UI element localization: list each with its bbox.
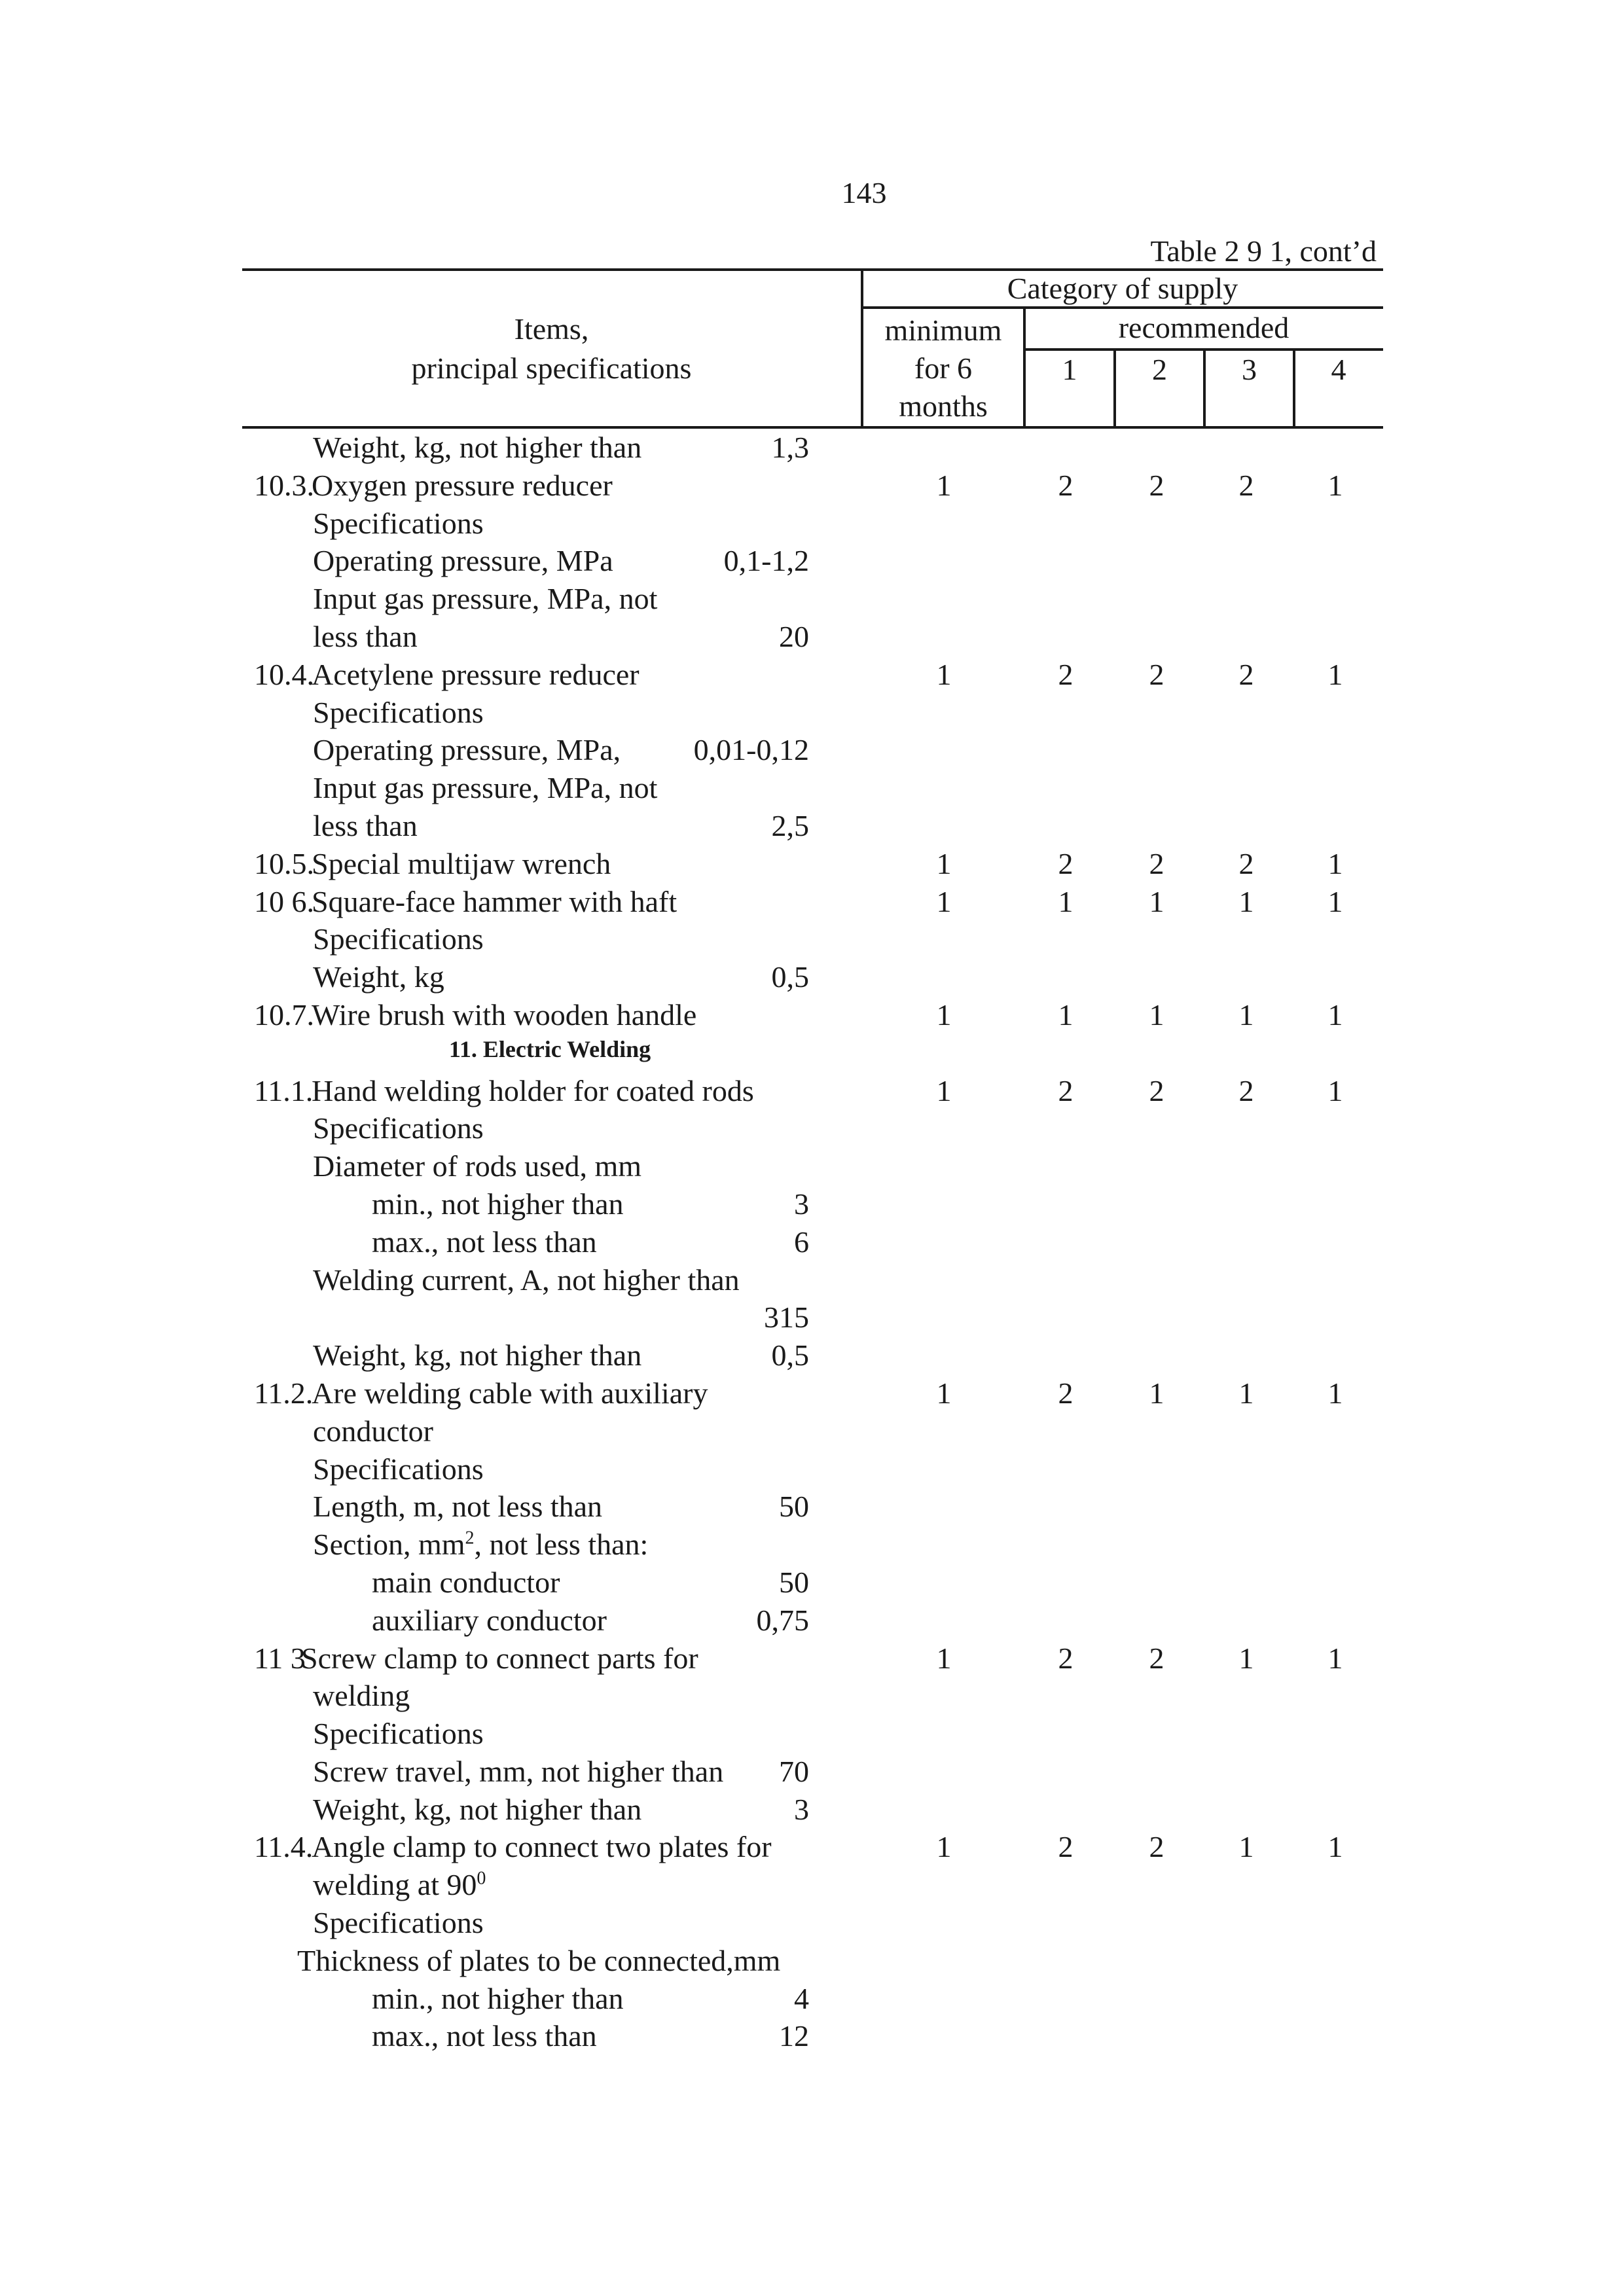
recommended-2-value: 2 — [1149, 1830, 1164, 1864]
minimum-header-line2: for 6 — [914, 351, 973, 385]
label-text: Screw travel, mm, not higher than — [313, 1754, 724, 1788]
table-row — [0, 1033, 1624, 1071]
label-text: Acetylene pressure reducer — [312, 657, 640, 691]
label-text: Weight, kg — [313, 960, 444, 994]
recommended-1-value: 2 — [1058, 1830, 1074, 1864]
table-row — [0, 1071, 1624, 1109]
item-name — [312, 1376, 708, 1410]
label-text: min., not higher than — [372, 1981, 624, 2015]
label-text: less than — [313, 808, 418, 842]
specification-value: 1,3 — [771, 431, 809, 464]
recommended-header: recommended — [1118, 311, 1290, 344]
item-name — [312, 1829, 772, 1864]
table-row — [0, 1865, 1624, 1903]
recommended-2-value: 1 — [1149, 997, 1164, 1031]
recommended-2-value: 2 — [1149, 1073, 1164, 1107]
recommended-1-value: 2 — [1058, 1641, 1074, 1675]
specification-value: 3 — [794, 1187, 809, 1221]
recommended-4-value: 1 — [1327, 1376, 1343, 1410]
recommended-3-value: 1 — [1238, 997, 1254, 1031]
table-row — [0, 768, 1624, 806]
table-row — [0, 1184, 1624, 1222]
page-number: 143 — [841, 176, 887, 209]
label-text: Are welding cable with auxiliary — [312, 1376, 708, 1410]
label-text: Diameter of rods used, mm — [313, 1149, 642, 1183]
recommended-2-value: 2 — [1149, 1641, 1164, 1675]
item-number: 11.1. — [254, 1073, 314, 1107]
specification-value: 0,75 — [756, 1603, 809, 1637]
specifications-header: principal specifications — [411, 351, 692, 385]
label-text: Screw clamp to connect parts for — [301, 1641, 698, 1675]
label-text: Thickness of plates to be connected,mm — [297, 1943, 781, 1977]
specification-label — [313, 1414, 433, 1448]
label-text: Weight, kg, not higher than — [313, 1792, 642, 1826]
label-text: welding — [313, 1679, 410, 1713]
label-text: Specifications — [313, 1906, 484, 1940]
label-text: Oxygen pressure reducer — [312, 468, 613, 502]
specification-label — [313, 808, 418, 843]
specification-value: 0,5 — [771, 1338, 809, 1372]
table-row — [0, 465, 1624, 503]
specification-value: 2,5 — [771, 808, 809, 842]
table-row — [0, 1260, 1624, 1298]
specification-label — [313, 1149, 641, 1183]
specification-label — [313, 960, 444, 994]
table-row — [0, 1146, 1624, 1184]
specification-label — [372, 1187, 624, 1221]
table-row — [0, 503, 1624, 541]
label-text: Specifications — [313, 1111, 484, 1145]
table-row — [0, 1941, 1624, 1979]
table-row — [0, 1486, 1624, 1524]
table-row — [0, 1751, 1624, 1789]
specification-label — [313, 1792, 641, 1827]
item-number: 11.2. — [254, 1376, 314, 1410]
item-number: 10.5. — [254, 846, 314, 880]
section-heading: 11. Electric Welding — [448, 1035, 651, 1062]
table-row — [0, 1676, 1624, 1713]
recommended-1-value: 1 — [1058, 997, 1074, 1031]
recommended-4-value: 1 — [1327, 1073, 1343, 1107]
label-text: min., not higher than — [372, 1187, 624, 1221]
item-name — [301, 1641, 698, 1676]
table-row — [0, 1222, 1624, 1260]
specification-label — [313, 581, 657, 616]
recommended-4-value: 1 — [1327, 846, 1343, 880]
recommended-1-value: 2 — [1058, 846, 1074, 880]
item-name — [312, 1073, 754, 1108]
specification-label — [313, 543, 613, 578]
label-text: auxiliary conductor — [372, 1603, 607, 1637]
table-row — [0, 1827, 1624, 1865]
label-text: main conductor — [372, 1565, 560, 1599]
specification-label — [313, 1867, 486, 1902]
minimum-value: 1 — [936, 1073, 952, 1107]
recommended-4-value: 1 — [1327, 657, 1343, 691]
item-name — [312, 657, 640, 692]
minimum-header-line3: months — [899, 389, 988, 423]
minimum-value: 1 — [936, 1376, 952, 1410]
minimum-value: 1 — [936, 657, 952, 691]
specification-value: 50 — [779, 1490, 809, 1524]
specification-label — [313, 695, 484, 730]
table-row — [0, 1713, 1624, 1751]
table-row — [0, 1108, 1624, 1146]
label-text: Special multijaw wrench — [312, 846, 611, 880]
specification-value: 4 — [794, 1981, 809, 2015]
label-text: Specifications — [313, 922, 484, 956]
label-text: Input gas pressure, MPa, not — [313, 582, 658, 616]
table-row — [0, 541, 1624, 579]
label-text: Operating pressure, MPa, — [313, 733, 621, 767]
specification-label — [313, 1489, 602, 1524]
label-text: Section, mm — [313, 1528, 465, 1562]
table-row — [0, 579, 1624, 617]
table-row — [0, 692, 1624, 730]
label-text: Wire brush with wooden handle — [312, 997, 697, 1031]
recommended-3-value: 1 — [1238, 1641, 1254, 1675]
items-header: Items, — [514, 312, 589, 346]
label-text: conductor — [313, 1414, 433, 1448]
specification-label — [313, 1716, 484, 1751]
label-text: max., not less than — [372, 2019, 597, 2053]
specification-value: 12 — [779, 2019, 809, 2053]
recommended-4-value: 1 — [1327, 468, 1343, 502]
minimum-header-line1: minimum — [884, 314, 1002, 347]
item-name — [312, 997, 696, 1032]
item-name — [312, 884, 677, 919]
specification-label — [313, 922, 484, 956]
minimum-value: 1 — [936, 997, 952, 1031]
minimum-value: 1 — [936, 884, 952, 918]
recommended-3-value: 2 — [1238, 468, 1254, 502]
label-text: Specifications — [313, 695, 484, 729]
specification-value: 0,5 — [771, 960, 809, 994]
specification-label — [313, 1452, 484, 1486]
category-underline — [862, 306, 1383, 309]
specification-label — [372, 1981, 624, 2016]
recommended-3-value: 2 — [1238, 1073, 1254, 1107]
item-number: 10.4. — [254, 657, 314, 691]
item-number: 10 6. — [254, 884, 314, 918]
item-number: 10.3. — [254, 468, 314, 502]
specification-value: 70 — [779, 1754, 809, 1788]
table-row — [0, 1373, 1624, 1411]
table-row — [0, 806, 1624, 844]
table-row — [0, 1903, 1624, 1941]
table-row — [0, 1335, 1624, 1373]
label-text: Weight, kg, not higher than — [313, 1338, 642, 1372]
specification-label — [313, 1754, 723, 1789]
superscript: 2 — [465, 1528, 475, 1549]
recommended-3-value: 1 — [1238, 1376, 1254, 1410]
specification-label — [313, 770, 657, 805]
table-row — [0, 957, 1624, 995]
table-row — [0, 1449, 1624, 1487]
table-row — [0, 919, 1624, 957]
label-text: Specifications — [313, 506, 484, 540]
recommended-3-value: 1 — [1238, 884, 1254, 918]
label-text: Length, m, not less than — [313, 1490, 603, 1524]
minimum-value: 1 — [936, 468, 952, 502]
recommended-2-value: 2 — [1149, 468, 1164, 502]
recommended-3-value: 2 — [1238, 846, 1254, 880]
recommended-2-value: 2 — [1149, 657, 1164, 691]
table-row — [0, 1524, 1624, 1562]
specification-label — [313, 506, 484, 541]
superscript: 0 — [477, 1868, 486, 1889]
specification-label — [372, 2018, 597, 2053]
label-text: welding at 90 — [313, 1868, 477, 1902]
table-row — [0, 427, 1624, 465]
label-text: Operating pressure, MPa — [313, 544, 613, 578]
table-row — [0, 730, 1624, 768]
specification-label — [313, 1263, 740, 1297]
recommended-3-value: 1 — [1238, 1830, 1254, 1864]
table-row — [0, 1638, 1624, 1676]
label-text: Weight, kg, not higher than — [313, 431, 642, 464]
specification-value: 6 — [794, 1225, 809, 1259]
specification-value: 3 — [794, 1792, 809, 1826]
category-header: Category of supply — [1007, 272, 1238, 305]
minimum-value: 1 — [936, 846, 952, 880]
minimum-value: 1 — [936, 1641, 952, 1675]
recommended-1-value: 1 — [1058, 884, 1074, 918]
table-row — [0, 844, 1624, 882]
table-row — [0, 655, 1624, 692]
item-number: 11 3 — [254, 1641, 306, 1675]
specification-label — [313, 619, 418, 654]
table-row — [0, 1411, 1624, 1449]
specification-label — [313, 1527, 648, 1562]
specification-label — [372, 1603, 607, 1638]
specification-label — [313, 1905, 484, 1940]
specification-label — [297, 1943, 780, 1978]
item-name — [312, 846, 611, 881]
table-body — [0, 427, 1624, 2054]
specification-label — [313, 1111, 484, 1145]
recommended-2-value: 1 — [1149, 1376, 1164, 1410]
table-row — [0, 882, 1624, 920]
recommended-2-value: 2 — [1149, 846, 1164, 880]
recommended-2-value: 1 — [1149, 884, 1164, 918]
label-text: Square-face hammer with haft — [312, 884, 677, 918]
specification-label — [313, 1338, 641, 1372]
recommended-1-value: 2 — [1058, 1073, 1074, 1107]
recommended-1-value: 2 — [1058, 657, 1074, 691]
label-text-after: , not less than: — [474, 1528, 649, 1562]
recommended-col-2: 2 — [1152, 353, 1167, 386]
recommended-1-value: 2 — [1058, 468, 1074, 502]
table-row — [0, 617, 1624, 655]
table-row — [0, 1600, 1624, 1638]
table-row — [0, 1562, 1624, 1600]
specification-value: 315 — [764, 1300, 809, 1335]
label-text: Specifications — [313, 1452, 484, 1486]
recommended-4-value: 1 — [1327, 1641, 1343, 1675]
table-row — [0, 1979, 1624, 2017]
item-number: 11.4. — [254, 1830, 314, 1864]
recommended-col-3: 3 — [1242, 353, 1257, 386]
specification-value: 20 — [779, 619, 809, 653]
recommended-col-4: 4 — [1331, 353, 1346, 386]
label-text: Input gas pressure, MPa, not — [313, 771, 658, 805]
table-caption: Table 2 9 1, cont’d — [1150, 234, 1377, 268]
label-text: less than — [313, 619, 418, 653]
specification-label — [313, 430, 641, 465]
label-text: max., not less than — [372, 1225, 597, 1259]
table-row — [0, 1789, 1624, 1827]
specification-value: 0,01-0,12 — [693, 733, 809, 767]
table-row — [0, 2016, 1624, 2054]
recommended-1-value: 2 — [1058, 1376, 1074, 1410]
specification-label — [313, 1678, 410, 1713]
recommended-4-value: 1 — [1327, 1830, 1343, 1864]
item-name — [312, 468, 613, 503]
minimum-value: 1 — [936, 1830, 952, 1864]
recommended-col-1: 1 — [1062, 353, 1077, 386]
label-text: Hand welding holder for coated rods — [312, 1073, 754, 1107]
table-row — [0, 995, 1624, 1033]
specification-value: 0,1-1,2 — [723, 544, 809, 578]
specification-value: 50 — [779, 1565, 809, 1599]
specification-label — [372, 1565, 560, 1600]
recommended-4-value: 1 — [1327, 884, 1343, 918]
label-text: Specifications — [313, 1717, 484, 1751]
label-text: Angle clamp to connect two plates for — [312, 1830, 772, 1864]
recommended-3-value: 2 — [1238, 657, 1254, 691]
label-text: Welding current, A, not higher than — [313, 1263, 740, 1297]
recommended-4-value: 1 — [1327, 997, 1343, 1031]
table-row — [0, 1297, 1624, 1335]
specification-label — [372, 1225, 597, 1259]
item-number: 10.7. — [254, 997, 314, 1031]
specification-label — [313, 732, 621, 767]
